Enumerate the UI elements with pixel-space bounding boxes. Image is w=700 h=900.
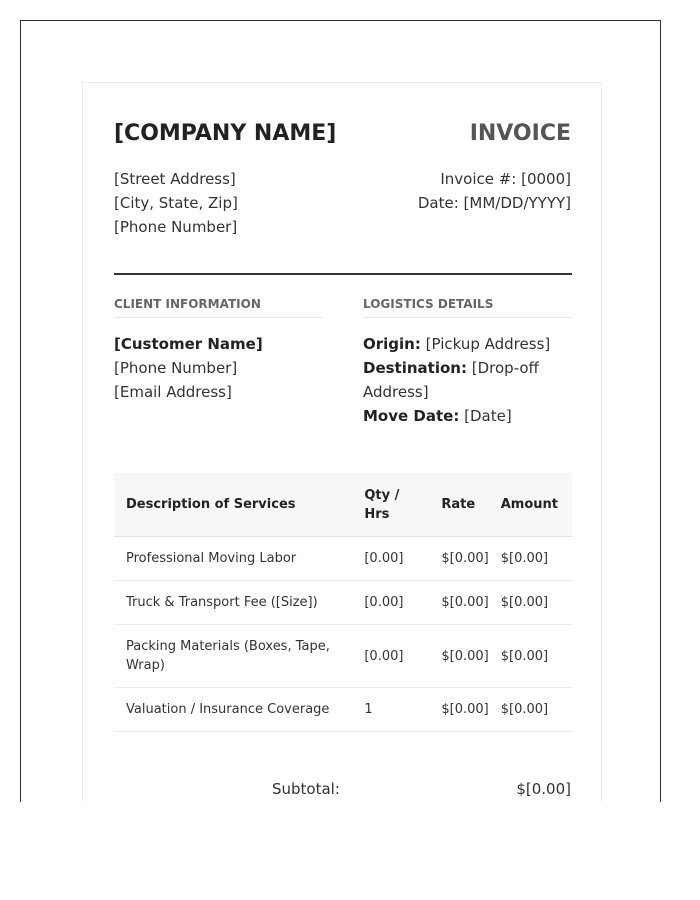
origin-value: [Pickup Address]	[425, 335, 551, 353]
header-divider	[114, 273, 572, 275]
row-qty: [0.00]	[352, 625, 429, 688]
logistics-info	[363, 332, 578, 428]
invoice-title: INVOICE	[469, 121, 571, 146]
origin-label: Origin:	[363, 335, 421, 353]
row-qty: 1	[352, 688, 429, 732]
invoice-document	[82, 82, 602, 802]
company-address	[114, 167, 238, 239]
logistics-heading: LOGISTICS DETAILS	[363, 297, 572, 318]
row-description: Professional Moving Labor	[114, 537, 352, 581]
origin-line	[363, 332, 578, 356]
client-info-heading: CLIENT INFORMATION	[114, 297, 323, 318]
destination-value: [Drop-off Address]	[363, 359, 539, 401]
street-address: [Street Address]	[114, 170, 236, 188]
destination-line	[363, 356, 578, 404]
client-info	[114, 332, 263, 404]
subtotal-label: Subtotal:	[272, 780, 340, 798]
company-name: [COMPANY NAME]	[114, 121, 337, 146]
header-amount: Amount	[501, 473, 572, 537]
row-description: Valuation / Insurance Coverage	[114, 688, 352, 732]
customer-email: [Email Address]	[114, 383, 232, 401]
move-date-value: [Date]	[464, 407, 512, 425]
row-amount: $[0.00]	[501, 581, 572, 625]
table-row	[114, 581, 572, 625]
destination-label: Destination:	[363, 359, 467, 377]
table-header-row	[114, 473, 572, 537]
header-rate: Rate	[429, 473, 500, 537]
row-amount: $[0.00]	[501, 688, 572, 732]
page-frame	[20, 20, 661, 802]
row-qty: [0.00]	[352, 581, 429, 625]
row-rate: $[0.00]	[429, 537, 500, 581]
invoice-number: Invoice #: [0000]	[440, 170, 571, 188]
row-rate: $[0.00]	[429, 688, 500, 732]
row-amount: $[0.00]	[501, 537, 572, 581]
company-phone: [Phone Number]	[114, 218, 238, 236]
city-state-zip: [City, State, Zip]	[114, 194, 238, 212]
header-description: Description of Services	[114, 473, 352, 537]
customer-phone: [Phone Number]	[114, 359, 238, 377]
move-date-line	[363, 404, 578, 428]
row-amount: $[0.00]	[501, 625, 572, 688]
header-qty: Qty / Hrs	[352, 473, 429, 537]
row-description: Packing Materials (Boxes, Tape, Wrap)	[114, 625, 352, 688]
invoice-date: Date: [MM/DD/YYYY]	[417, 194, 571, 212]
row-rate: $[0.00]	[429, 625, 500, 688]
services-table	[114, 473, 572, 732]
move-date-label: Move Date:	[363, 407, 460, 425]
customer-name: [Customer Name]	[114, 335, 263, 353]
table-row	[114, 625, 572, 688]
row-qty: [0.00]	[352, 537, 429, 581]
row-description: Truck & Transport Fee ([Size])	[114, 581, 352, 625]
table-row	[114, 537, 572, 581]
invoice-meta	[418, 167, 571, 215]
table-row	[114, 688, 572, 732]
row-rate: $[0.00]	[429, 581, 500, 625]
subtotal-value: $[0.00]	[516, 780, 571, 798]
